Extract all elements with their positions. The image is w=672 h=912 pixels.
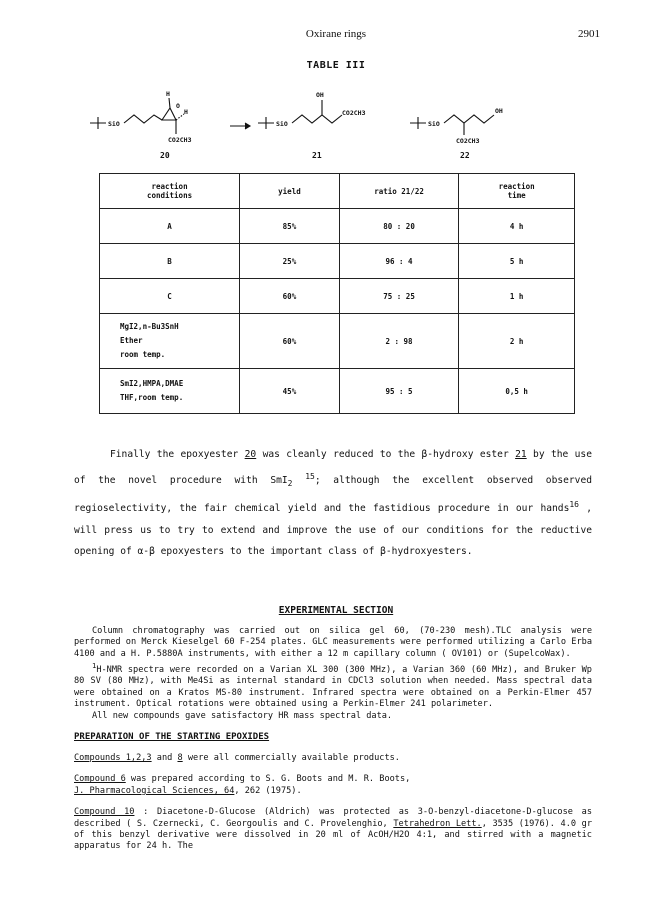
cell-condition: C <box>100 279 240 314</box>
cell-ratio: 96 : 4 <box>339 244 458 279</box>
table-row <box>100 369 575 414</box>
reference-16: 16 <box>569 500 579 510</box>
page-number: 2901 <box>578 28 600 40</box>
compound-20-h-bond <box>169 98 170 108</box>
compound-20-silyl-label: SiO <box>108 120 120 128</box>
cell-yield: 45% <box>240 369 340 414</box>
table-title: TABLE III <box>306 60 366 71</box>
preparation-body: Compounds 1,2,3 and 8 were all commercially available products. Compound 6 was prepared according to S. G. Boots and M. R. Boots, J. Pharmacological Sciences, 64, 262 (1975). Compound 10 : Diacetone-D-Glucose (Aldrich) was protected as 3-O-benzyl-diacetone-D-glucose as described ( S. Czernecki, C. Georgoulis and C. Provelenghio, Tetrahedron Lett., 3535 (1976). 4.0 gr of this benzyl derivative were dissolved in 20 ml of AcOH/H2O 4:1, and stirred with a magnetic apparatus for 24 h. The <box>74 753 593 852</box>
reaction-scheme-drawing <box>80 80 580 164</box>
compound-21-chain <box>292 115 342 123</box>
compound-20-h2-label: H <box>184 108 188 116</box>
cell-ratio: 2 : 98 <box>339 314 458 369</box>
compound-22-ester-label: CO2CH3 <box>456 137 480 145</box>
table-row <box>100 244 575 279</box>
cell-yield: 60% <box>240 279 340 314</box>
cell-condition: B <box>100 244 240 279</box>
header-reaction-time: reaction time <box>459 174 575 209</box>
compound-ref-20: 20 <box>244 449 257 460</box>
compound-21-silyl-label: SiO <box>276 120 288 128</box>
compound-22-silyl-label: SiO <box>428 120 440 128</box>
compound-20-number: 20 <box>160 151 170 160</box>
cell-time: 2 h <box>459 314 575 369</box>
reaction-arrow-head <box>245 123 250 129</box>
cell-condition: SmI2,HMPA,DMAE THF,room temp. <box>100 369 240 414</box>
header-yield: yield <box>240 174 340 209</box>
compound-20-ester-label: CO2CH3 <box>168 136 192 144</box>
cell-yield: 60% <box>240 314 340 369</box>
cell-condition: MgI2,n-Bu3SnH Ether room temp. <box>100 314 240 369</box>
compound-21-tbutyl <box>258 117 274 129</box>
reference-15: 15 <box>305 471 315 481</box>
discussion-paragraph: Finally the epoxyester 20 was cleanly reduced to the β-hydroxy ester 21 by the use of the novel procedure with SmI$_2$ $^{15}$; although the excellent observed observed regioselectivity, the fair chemical yield and the fastidious procedure in our hands$^{16}$ , will press us to try to extend and improve the use of our conditions for the reductive opening of α-β epoxyesters to the important class of β-hydroxyesters. <box>74 449 593 558</box>
cell-ratio: 80 : 20 <box>339 209 458 244</box>
compound-20-tbutyl <box>90 117 106 129</box>
preparation-heading: PREPARATION OF THE STARTING EPOXIDES <box>74 732 270 742</box>
cell-condition: A <box>100 209 240 244</box>
compound-20-o-label: O <box>176 102 180 110</box>
cell-time: 0,5 h <box>459 369 575 414</box>
compound-20-h-label: H <box>166 90 170 98</box>
experimental-heading: EXPERIMENTAL SECTION <box>278 605 394 616</box>
compound-20-h2-bond <box>176 114 184 120</box>
results-table <box>99 173 575 414</box>
compound-22-oh-label: OH <box>495 107 503 115</box>
compound-21-oh-label: OH <box>316 91 324 99</box>
compound-22-chain <box>444 115 494 123</box>
compound-22-number: 22 <box>460 151 470 160</box>
cell-yield: 85% <box>240 209 340 244</box>
cell-time: 4 h <box>459 209 575 244</box>
experimental-body: Column chromatography was carried out on silica gel 60, (70-230 mesh).TLC analysis were performed on Merck Kieselgel 60 F-254 plates. GLC measurements were performed utilizing a Carlo Erba 4100 and a H. P.5880A instruments, with either a 12 m capillary column ( OV101) or (SupelcoWax). $^1$H-NMR spectra were recorded on a Varian XL 300 (300 MHz), a Varian 360 (60 MHz), and Bruker Wp 80 SV (80 MHz), with Me4Si as internal standard in CDCl3 solution when needed. Mass spectral data were obtained on a Kratos MS-80 instrument. Infrared spectra were obtained on a Perkin-Elmer 457 instrument. Optical rotations were obtained using a Perkin-Elmer 241 polarimeter. All new compounds gave satisfactory HR mass spectral data. <box>74 626 592 721</box>
cell-time: 1 h <box>459 279 575 314</box>
compound-ref-21: 21 <box>515 449 527 460</box>
table-header-row <box>100 174 575 209</box>
table-row <box>100 314 575 369</box>
cell-yield: 25% <box>240 244 340 279</box>
header-ratio: ratio 21/22 <box>339 174 458 209</box>
compound-20-epoxide <box>162 108 176 120</box>
compound-20-chain <box>124 115 162 123</box>
table-row <box>100 209 575 244</box>
cell-ratio: 75 : 25 <box>339 279 458 314</box>
header-reaction-conditions: reaction conditions <box>100 174 240 209</box>
cell-time: 5 h <box>459 244 575 279</box>
compound-21-ester-label: CO2CH3 <box>342 109 366 117</box>
compound-22-tbutyl <box>410 117 426 129</box>
running-head: Oxirane rings <box>305 28 367 40</box>
table-row <box>100 279 575 314</box>
reaction-scheme <box>80 80 580 164</box>
cell-ratio: 95 : 5 <box>339 369 458 414</box>
compound-21-number: 21 <box>312 151 322 160</box>
